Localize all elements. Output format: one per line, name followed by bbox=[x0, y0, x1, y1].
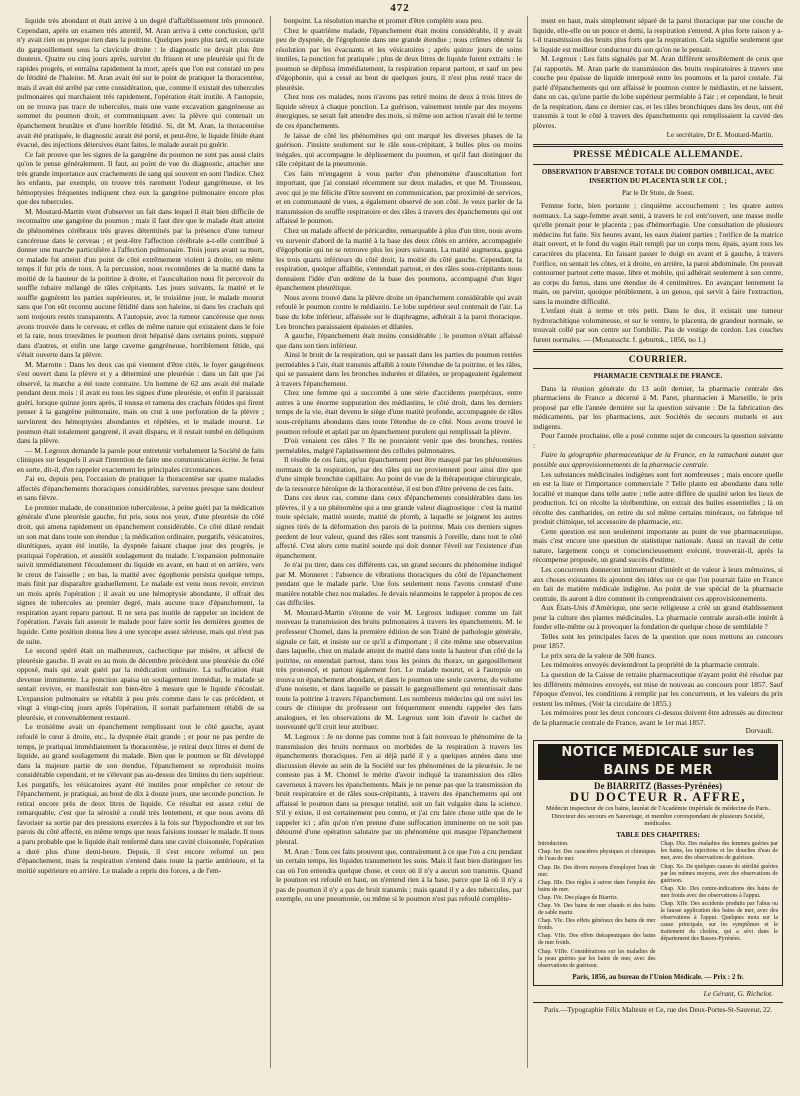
toc-title: TABLE DES CHAPITRES: bbox=[616, 830, 700, 839]
column-2 bbox=[276, 16, 522, 1068]
toc-item: Chap. XIIe. Des accidents produits par l'abus ou la fausse application des bains de mer, avec des observations à l'appui. Quelques mots sur la cause principale, sur les symptômes et le traitement du choléra, qui a sévi dans le département des Basses-Pyrénées. bbox=[660, 901, 778, 943]
paragraph: M. Aran : Tous ces faits prouvent que, contrairement à ce que l'on a cru pendant un certain temps, les liquides transmettent les sons. Mais il faut bien distinguer les cas où l'on entendra quelque chose, et ceux où il n'y a aucun son transmis. Quand le poumon est refoulé en haut, on n'entend rien à la base, parce que là où il n'y a pas de poumon il n'y a pas de bruit transmis ; mais quand il y a des tubercules, par exemple, ou une pneumonie, ou même si le poumon n'est pas refoulé complète- bbox=[276, 846, 522, 904]
section-divider bbox=[533, 368, 783, 369]
paragraph: A gauche, l'épanchement était moins considérable ; le poumon n'était affaissé que dans son tiers inférieur. bbox=[276, 331, 522, 350]
toc-item: Chap. VIIe. Des effets thérapeutiques des bains de mer froids. bbox=[538, 933, 656, 947]
secretary-signature: Le secrétaire, Dr E. Moutard-Martin. bbox=[666, 130, 773, 139]
ad-author: DU DOCTEUR R. AFFRE, bbox=[569, 790, 747, 805]
paragraph: Le second opéré était un malheureux, cachectique par misère, et affecté de pleurésie gauche. Il avait eu au mois de décembre précédent une pleurésie du côté opposé, mais qui avait guéri par la médication ordinaire. La suffocation était devenue imminente. La ponction apaisa un soulagement immédiat, le malade se sentait revivre, et manifestait son bien-être à mesure que le liquide s'écoulait. L'expansion pulmonaire se rétablit à peu près comme dans le cas précédent, et vingt à vingt-cinq jours après l'opération, il sortait parfaitement rétabli de sa pleurésie, et convenablement restauré. bbox=[17, 646, 264, 722]
paragraph: bonpoint. La résolution marche et promet d'être complète sous peu. bbox=[284, 16, 483, 25]
paragraph: — M. Legroux demande la parole pour entretenir verbalement la Société de faits cliniques sur lesquels il avait l'intention de faire une communication écrite. Je ferai en sorte, dit-il, d'en rappeler exactement les principales circonstances. bbox=[17, 445, 264, 474]
advertisement bbox=[533, 740, 783, 987]
paragraph: Le prix sera de la valeur de 500 francs. bbox=[541, 650, 657, 660]
paragraph: Il résulte de ces faits, qu'un épanchement peut être masqué par les phénomènes normaux de la respiration, par des râles qui ne proviennent pour ainsi dire que d'une simple bronchite capillaire. Au point de vue de la thérapeutique chirurgicale, de la ressource héroïque de la thoracentèse, il est bon d'être prévenu de ces faits. bbox=[276, 455, 522, 493]
paragraph: M. Marrotte : Dans les deux cas qui viennent d'être cités, le foyer gangréneux s'est ouvert dans la plèvre et y a déterminé une pleurésie : dans un fait que j'ai observé, la marche a été toute contraire. Un homme de 62 ans avait été malade pendant deux mois : il avait eu tous les signes d'une pleurésie, et enfin il paraissait guéri, lorsque quinze jours après, il toussa et ramena des crachats fétides qui firent penser à la gangrène pulmonaire, mais on crut à une perforation de la plèvre ; survinrent des hémoptysies abondantes et répétées, et le malade mourut. Le poumon était totalement gangrené, il avait disparu, et il restait tombé en déliquium dans la plèvre. bbox=[17, 359, 264, 446]
page-number: 472 bbox=[390, 2, 410, 14]
paragraph: Telles sont les principales faces de la question que nous mettons au concours pour 1857. bbox=[533, 631, 783, 651]
paragraph: liquide très abondant et était arrivé à un degré d'affaiblissement très prononcé. Cependant, après un examen très attentif, M. Aran arriva à cette conclusion, qu'il n'y avait rien ou presque rien dans la poitrine. Quelques jours plus tard, on constate du gargouillement sous la clavicule droite : le diagnostic ne devait plus être douteux. Quatre ou cinq jours après, survint du frisson et une pleurésie qui fit de rapides progrès, et entraîna rapidement la mort, après que l'on eut constaté un peu de fétidité de l'haleine. M. Aran avait été sur le point de pratiquer la thoracentèse, mais il avait été arrêté par cette considération, que, comme il existait des tubercules pulmonaires qui marchaient très rapidement, l'opération était inutile. A l'autopsie, on ne trouva pas trace de tubercules, mais une vaste excavation gangréneuse au sommet du poumon droit, et communiquant avec la plèvre qui contenait un épanchement brunâtre et d'une horrible fétidité. Si, dit M. Aran, la thoracentèse avait été pratiquée, le diagnostic aurait été porté, et peut-être, le liquide fétide étant évacué, des injections détersives étant faites, le malade aurait pu guérir. bbox=[17, 16, 264, 150]
paragraph: Chez une femme qui a succombé à une série d'accidents puerpéraux, entre autres à une énorme suppuration des médiastins, le côté droit, dans les derniers temps de la vie, était devenu le siège d'une matité profonde, accompagnée de râles sous-crépitants abondants dans toute l'étendue de ce côté. Nous avons trouvé le poumon refoulé et aplati par un épanchement purulent qui remplissait la plèvre. bbox=[276, 388, 522, 436]
paragraph: J'ai eu, depuis peu, l'occasion de pratiquer la thoracentèse sur quatre malades affectés d'épanchements thoraciques considérables, survenus presque sans douleur et sans fièvre. bbox=[17, 474, 264, 503]
paragraph: Les concurrents donneront intimement d'intérêt et de valeur à leurs mémoires, si aux choses existantes ils ajoutent des idées sur ce que l'on pourrait faire en France en fait de matière médicale indigène. Au point de vue spécial de la pharmacie centrale, ils auront à dire comment ils comprendraient ces approvisionnements. bbox=[533, 564, 783, 603]
ad-place: De BIARRITZ (Basses-Pyrénées) bbox=[594, 780, 722, 791]
paragraph: Faire la géographie pharmaceutique de la France, en la rattachant autant que possible aux approvisionnements de la pharmacie centrale. bbox=[533, 450, 783, 469]
paragraph: M. Moutard-Martin vient d'observer un fait dans lequel il était bien difficile de reconnaître une gangrène du poumon ; mais il faut dire que le malade était atteint de phénomènes cérébraux très graves déterminés par la présence d'une tumeur cancéreuse dans le cerveau ; et peut-être l'affection cérébrale a-t-elle contribué à donner une marche particulière à l'affection pulmonaire. Trois jours avant sa mort, ce malade fut atteint d'un point de côté extrêmement violent à droite, en même temps il fut pris de toux. A la percussion, nous reconnûmes de la matité dans la moitié de la hauteur de la poitrine à droite, et l'auscultation nous fit percevoir du souffle tubaire mélangé de râles crépitants. Les jours suivants, la matité et le souffle gagnèrent les parties supérieures, et, le troisième jour, le malade mourut sans que l'on eût reconnu aucune fétidité dans son haleine, ni dans les crachats qui sont toujours restés transparents. A l'autopsie, avec la tumeur cancéreuse que nous avons trouvée dans le cerveau, et celles de même nature qui existaient dans le foie et la rate, nous trouvâmes le poumon droit hépatisé dans certains points, suppuré dans d'autres, et enfin une large caverne gangréneuse, horriblement fétide, qui s'était ouverte dans la plèvre. bbox=[17, 206, 264, 360]
column-divider bbox=[527, 16, 528, 1068]
section-title-presse: PRESSE MÉDICALE ALLEMANDE. bbox=[573, 150, 743, 161]
ad-footer: Paris, 1856, au bureau de l'Union Médicale. — Prix : 2 fr. bbox=[572, 972, 744, 981]
column-divider bbox=[270, 16, 271, 1068]
toc-item: Chap. Ier. Des caractères physiques et chimiques de l'eau de mer. bbox=[538, 849, 656, 863]
paragraph: M. Legroux : Les faits signalés par M. Aran diffèrent sensiblement de ceux que j'ai rapportés. M. Aran parle de transmission des bruits respiratoires à travers une couche peu épaisse de liquide interposé entre les poumons et la paroi costale. J'ai parlé d'épanchements qui ont affaissé le poumon contre le médiastin, et ne laissent, dans un cas, qu'une partie du lobe supérieur perméable à l'air ; et cependant, le bruit de la respiration, dans ce dernier cas, et les râles bronchiques dans les deux, ont été transmis à tout le côté à travers des épanchements qui remplissaient la cavité des plèvres. bbox=[533, 54, 783, 131]
author-byline: Par le Dr Stute, de Soest. bbox=[621, 188, 695, 197]
paragraph: M. Legroux : Je ne donne pas comme tout à fait nouveau le phénomène de la transmission des bruits normaux ou morbides de la respiration à travers les épanchements thoraciques. J'en ai déjà parlé il y a quelques années dans une discussion élevée au sein de la Société sur les phénomènes de la pleurésie. Je ne conteste pas à M. Chomel le mérite d'avoir indiqué la transmission des râles caverneux à travers les épanchements. Mais je ne pense pas que la transmission du bruit respiratoire et de râles sous-crépitants, à travers des épanchements qui ont affaissé le poumon dans sa presque totalité, soit un fait vulgaire dans la science. S'il y existe, il est certainement peu connu, et j'ai cru faire chose utile que de le rappeler ici ; afin qu'on n'en prenne d'une suffocation imminente on ne soit pas détourné d'une opération salutaire par un phénomène qui masque l'épanchement pleural. bbox=[276, 732, 522, 847]
paragraph: L'enfant était à terme et très petit. Dans le dos, il existait une tumeur hydrorachitique volumineuse, et sur le ventre, le placenta, de grandeur normale, se trouvait collé par son centre sur l'ombilic. Pas de vestige de cordon. Les couches furent normales. — (Monatsschr. f. geburtsk., 1856, no 1.) bbox=[533, 306, 783, 344]
paragraph: Femme forte, bien portante ; cinquième accouchement ; les quatre autres normaux. La sage-femme avait senti, à travers le col entr'ouvert, une masse molle qu'elle prenait pour le placenta ; pas d'hémorrhagie. Une consultation de plusieurs médecins fut faite. Six heures avant, les eaux étaient parties ; l'orifice de la matrice était ouvert, et le fond du vagin était rempli par un corps mou, épais, ayant tous les caractères du placenta. En faisant passer le doigt en avant et à gauche, à travers l'orifice, on sentait les côtes, et à droite, en arrière, la paroi abdominale. On pouvait contourner partout cette masse, libre et mobile, qui adhérait seulement à son centre, au corps du fœtus, dans une étendue de 4 centimètres. En avançant lentement la main, on parvint, quoique péniblement, à un genou, qui servit à faire l'extraction, sans la moindre difficulté. bbox=[533, 201, 783, 306]
paragraph: Pour l'année prochaine, elle a posé comme sujet de concours la question suivante : bbox=[533, 431, 783, 450]
section-divider bbox=[533, 164, 783, 165]
paragraph: Je n'ai pu tirer, dans ces différents cas, un grand secours du phénomène indiqué par M. Monneret : l'absence de vibrations thoraciques du côté de l'épanchement pendant que le malade parle. Une fois seulement nous l'avons constaté d'une manière notable chez nos malades. Je devais néanmoins le rappeler à propos de ces cas difficiles. bbox=[276, 560, 522, 608]
paragraph: Ce fait prouve que les signes de la gangrène du poumon ne sont pas aussi clairs qu'on le pense généralement. Il faut, au point de vue du diagnostic, attacher une très grande importance aux crachements de sang qui souvent en sont l'indice. Chez les enfants, par exemple, on trouve très rarement l'odeur gangréneuse, et les hémoptysies fréquentes indiquent chez eux la gangrène pulmonaire encore plus que des tubercules. bbox=[17, 149, 264, 207]
paragraph: Chez un malade affecté de péricardite, remarquable à plus d'un titre, nous avons vu survenir d'abord de la matité à la base des deux côtés en arrière, accompagnée d'égophonie qui ne se retrouve plus les jours suivants. La matité augmenta, gagna les trois quarts inférieurs du côté droit, la moitié du côté gauche. Cependant, la respiration, quoique affaiblie, s'entendait partout, et des râles sous-crépitants nous donnaient l'idée d'un œdème de la base des poumons, accompagné d'un léger épanchement pleurétique. bbox=[276, 226, 522, 293]
toc-item: Chap. IXe. Des maladies des femmes guéries par les bains, les injections et les douches d'eau de mer, avec des observations de guérison. bbox=[660, 841, 778, 862]
paragraph: Le premier malade, de constitution tuberculeuse, à peine guéri par la médication générale d'une pleurésie gauche, fut pris, sous nos yeux, d'une pleurésie du côté droit, qui amena rapidement un épanchement considérable. Ce côté dilaté rendait un son mat dans toute son étendue ; la médication ordinaire, purgatifs, vésicatoires, diurétiques, ayant été inutile, la dyspnée faisant chaque jour des progrès, je pratiquai l'opération, et aussitôt soulagement du malade. L'expansion pulmonaire suivit immédiatement l'écoulement du liquide en avant, en haut et en arrière, vers le creux de l'aisselle ; en bas, la matité avec égophonie persista quelque temps, mais finit par disparaître graduellement. Le malade est venu nous revoir, environ un mois après l'opération ; il avait eu une hémoptysie abondante, il offrait des signes de tubercules au premier degré, mais aucune trace d'épanchement, la respiration ayant reparu partout. Il ne sera pas inutile de rappeler un incident de l'opération. J'avais fait asseoir le malade pour faire sortir les dernières gouttes de liquide. Cette position donna lieu à une syncope assez sérieuse, mais qui n'eut pas de suite. bbox=[17, 502, 264, 646]
ad-headline: NOTICE MÉDICALE sur les BAINS DE MER bbox=[538, 744, 778, 780]
toc-item: Chap. VIe. Des effets généraux des bains de mer froids. bbox=[538, 918, 656, 932]
paragraph: Le troisième avait un épanchement remplissant tout le côté gauche, ayant refoulé le cœur à droite, etc., la dyspnée était grande ; et pour ne pas perdre de temps, je pratiquai immédiatement la thoracentèse, je retirai deux litres et demi de liquide, au grand soulagement du malade. Bien que le poumon se fût développé dans la majeure partie de son étendue, l'épanchement se reproduisit moins considérable cependant, et ne s'élevant pas au-dessus des limites du tiers supérieur. Les purgatifs, les vésicatoires ayant été inutiles pour empêcher ce retour de l'épanchement, je pratiquai, au bout de dix à douze jours, une seconde ponction. Je retirai encore près de deux litres de liquide. Ce résultat est assez celui de remarquable, c'est que la sérosité a coulé très lentement, et que nous avons dû favoriser sa sortie par des pressions exercées à la fois sur l'hypochondre et sur les parois du côté affecté, en même temps que nous faisions tousser le malade. Il nous a paru probable que le liquide était renfermé dans une cavité cloisonnée, l'opération a duré plus d'une demi-heure. Depuis, il s'est encore reformé un peu d'épanchement, mais la respiration s'entend dans toute la partie antérieure, et la moitié supérieure en arrière. Le malade a repris des forces, a de l'em- bbox=[17, 722, 264, 875]
table-of-chapters bbox=[538, 841, 778, 971]
column-1 bbox=[17, 16, 264, 1068]
section-divider bbox=[533, 144, 783, 147]
paragraph: Dans ces deux cas, comme dans ceux d'épanchements considérables dans les plèvres, il y a un phénomène qui a une grande valeur diagnostique : c'est la matité toute spéciale, matité sourde, matité de plomb, à laquelle se joignent les autres signes tirés de la déformation des parois de la poitrine. Mais ces derniers signes perdent de leur valeur, quand des râles sont transmis à l'oreille, dans tout le côté affecté. C'est alors cette matité sourde qui doit donner l'éveil sur l'existence d'un épanchement. bbox=[276, 493, 522, 560]
toc-item: Chap. Xe. De quelques causes de stérilité guéries par les mêmes moyens, avec des observations de guérison. bbox=[660, 863, 778, 884]
paragraph: Nous avons trouvé dans la plèvre droite un épanchement considérable qui avait refoulé le poumon contre le médiastin. Le lobe supérieur seul contenait de l'air. La base du lobe inférieur, affaissée sur le diaphragme, adhérait à la paroi thoracique. Les bronches paraissaient épaissies et dilatées. bbox=[276, 292, 522, 331]
paragraph: Dans la réunion générale du 13 août dernier, la pharmacie centrale des pharmaciens de France a décerné à M. Paret, pharmacien à Marseille, le prix proposé par elle l'année dernière sur la question suivante : De la fabrication des médicaments, par les pharmaciens, aux Sociétés de secours mutuels et aux indigents. bbox=[533, 383, 783, 431]
paragraph: Je laisse de côté les phénomènes qui ont marqué les diverses phases de la guérison. J'insiste seulement sur le râle sous-crépitant, à bulles plus ou moins inégales, qui accompagne le déplissement du poumon, et qu'il faut distinguer du râle crépitant de la pneumonie. bbox=[276, 130, 522, 169]
toc-item: Introduction. bbox=[538, 841, 569, 848]
paragraph: Ces faits m'engagent à vous parler d'un phénomène d'auscultation fort important, que j'ai constaté récemment sur deux malades, et que M. Trousseau, avec qui je me félicite d'être souvent en communication, par proximité de services, et en communauté de vues, a également observé de son côté. Je veux parler de la transmission du souffle respiratoire et des râles à travers des épanchements qui ont affaissé le poumon. bbox=[276, 168, 522, 226]
toc-item: Chap. XIe. Des contre-indications des bains de mer froids avec des observations à l'appui. bbox=[660, 885, 778, 899]
gerant-line: Le Gérant, G. Richelot. bbox=[703, 989, 773, 999]
ad-description: Médecin inspecteur de ces bains, lauréat de l'Académie impériale de médecine de Paris. Directeur des secours en Sauvetage, et membre correspondant de plusieurs Société, médicales. bbox=[545, 804, 771, 828]
toc-item: Chap. IVe. Des plages de Biarritz. bbox=[538, 894, 619, 901]
dorvault-signature: Dorvault. bbox=[745, 727, 773, 736]
paragraph: Les mémoires envoyés devientdront la propriété de la pharmacie centrale. bbox=[541, 660, 760, 670]
toc-left-column bbox=[538, 841, 656, 971]
paragraph: Chez tous ces malades, nous n'avons pas retiré moins de deux à trois litres de liquide séreux à chaque ponction. La guérison, vainement tentée par des moyens énergiques, se serait fait attendre des mois, si même son action n'avait été le terme de ces épanchements. bbox=[276, 92, 522, 131]
toc-item: Chap. IIIe. Des règles à suivre dans l'emploi des bains de mer. bbox=[538, 879, 656, 893]
paragraph: La question de la Caisse de retraite pharmaceutique n'ayant point été résolue par les différents mémoires envoyés, est mise de nouveau au concours pour 1857. Sauf l'époque d'envoi, les conditions à remplir par les concurrents, et les valeurs du prix restent les mêmes. (Voir la circulaire de 1855.) bbox=[533, 670, 783, 708]
toc-item: Chap. VIIIe. Considérations sur les maladies de la peau guéries par les bains de mer, avec des observations de guérison. bbox=[538, 948, 656, 969]
section-divider bbox=[533, 1002, 783, 1003]
pharmacie-title: PHARMACIE CENTRALE DE FRANCE. bbox=[593, 372, 723, 381]
paragraph: Ainsi le bruit de la respiration, qui se passait dans les parties du poumon restées perméables à l'air, était transmis affaibli à toute l'étendue de la poitrine, et les râles, qui se passaient dans les bronches indurées et dilatées, se propageaient également à travers l'épanchement. bbox=[276, 350, 522, 388]
paragraph: Les substances médicinales indigènes sont fort nombreuses ; mais encore quelle en est la liste et l'importance commerciale ? Telle plante est abondante dans telle localité et manque dans telle autre ; telle autre diffère de qualité selon les lieux de production. Ici on récolte la térébenthine, on extrait des huiles essentielles ; là on récolte des cantharides, on retire du sol même certains minéraux, ou fabrique tel produit chimique, tel accessoire de pharmacie, etc. bbox=[533, 469, 783, 527]
observation-title: OBSERVATION D'ABSENCE TOTALE DU CORDON OMBILICAL, AVEC INSERTION DU PLACENTA SUR LE COL ; bbox=[541, 167, 775, 186]
toc-item: Chap. Ve. Des bains de mer chauds et des bains de sable marin. bbox=[538, 903, 656, 917]
section-divider bbox=[533, 349, 783, 352]
paragraph: M. Moutard-Martin s'étonne de voir M. Legroux indiquer comme un fait nouveau la transmission des bruits pulmonaires à travers les épanchements. M. le professeur Chomel, dans la première édition de son Traité de pathologie générale, signale ce fait, et insiste sur ce qu'il a d'important ; il cite même une observation dans laquelle, chez un malade atteint de matité dans toute la hauteur d'un côté de la poitrine, on entendait partout, dans tous les points du thorax, un gargouillement très prononcé, et partout également fort. Le malade mourut, et à l'autopsie on trouva un épanchement abondant, et dans le poumon une seule caverne, du volume d'une noisette, et dans laquelle se passait le gargouillement qui retentissait dans toute la poitrine à travers l'épanchement. Les nombreux médecins qui ont suivi les cours de clinique du professeur ont fréquemment entendu rappeler des faits analogues, et les observations de M. Legroux sont loin d'avoir le cachet de nouveauté qu'il croit leur attribuer. bbox=[276, 607, 522, 732]
paragraph: D'où venaient ces râles ? Ils ne pouvaient venir que des bronches, restées perméables, malgré l'aplatissement des cellules pulmonaires. bbox=[276, 436, 522, 455]
section-title-courrier: COURRIER. bbox=[628, 354, 688, 365]
column-3 bbox=[533, 16, 783, 1068]
paragraph: Chez le quatrième malade, l'épanchement était moins considérable, il y avait peu de dyspnée, de l'égophonie dans une grande étendue ; nous crûmes obtenir la résolution par les évacuants et les vésicatoires ; après quinze jours de soins inutiles, la ponction fut pratiquée ; plus de deux litres de liquide furent extraits : le poumon se déplissa immédiatement, la respiration reparut partout, et sauf un peu d'égophonie, qui a cessé au bout de quelques jours, il n'est plus resté trace de pleurésie. bbox=[276, 25, 522, 92]
toc-right-column bbox=[661, 841, 779, 971]
paragraph: Aux États-Unis d'Amérique, une secte religieuse a créé un grand établissement pour la culture des plantes médicinales. La pharmacie centrale aurait-elle intérêt à fonder elle-même ou à provoquer la fondation de quelque chose de semblable ? bbox=[533, 603, 783, 632]
printer-line: Paris.—Typographie Félix Malteste et Ce, rue des Deux-Portes-St-Sauveur, 22. bbox=[544, 1005, 772, 1014]
paragraph: Les mémoires pour les deux concours ci-dessus doivent être adressés au directeur de la pharmacie centrale de France, avant le 1er mai 1857. bbox=[533, 708, 783, 727]
paragraph: ment en haut, mais simplement séparé de la paroi thoracique par une couche de liquide, elle-elle ou un pouce et demi, la respiration s'entend. A plus forte raison y a-t-il transmission des bruits plus forts que la respiration. Cela signifie seulement que le liquide est meilleur conducteur du son qu'on ne le pensait. bbox=[533, 16, 783, 54]
toc-item: Chap. IIe. Des divers moyens d'employer l'eau de mer. bbox=[538, 864, 656, 878]
paragraph: Cette question est non seulement importante au point de vue pharmaceutique, mais c'est encore une question de statistique nationale. Aussi un travail de cette nature, largement conçu et consciencieusement exécuté, trouverait-il, après la récompense proposée, un grand succès d'estime. bbox=[533, 526, 783, 565]
